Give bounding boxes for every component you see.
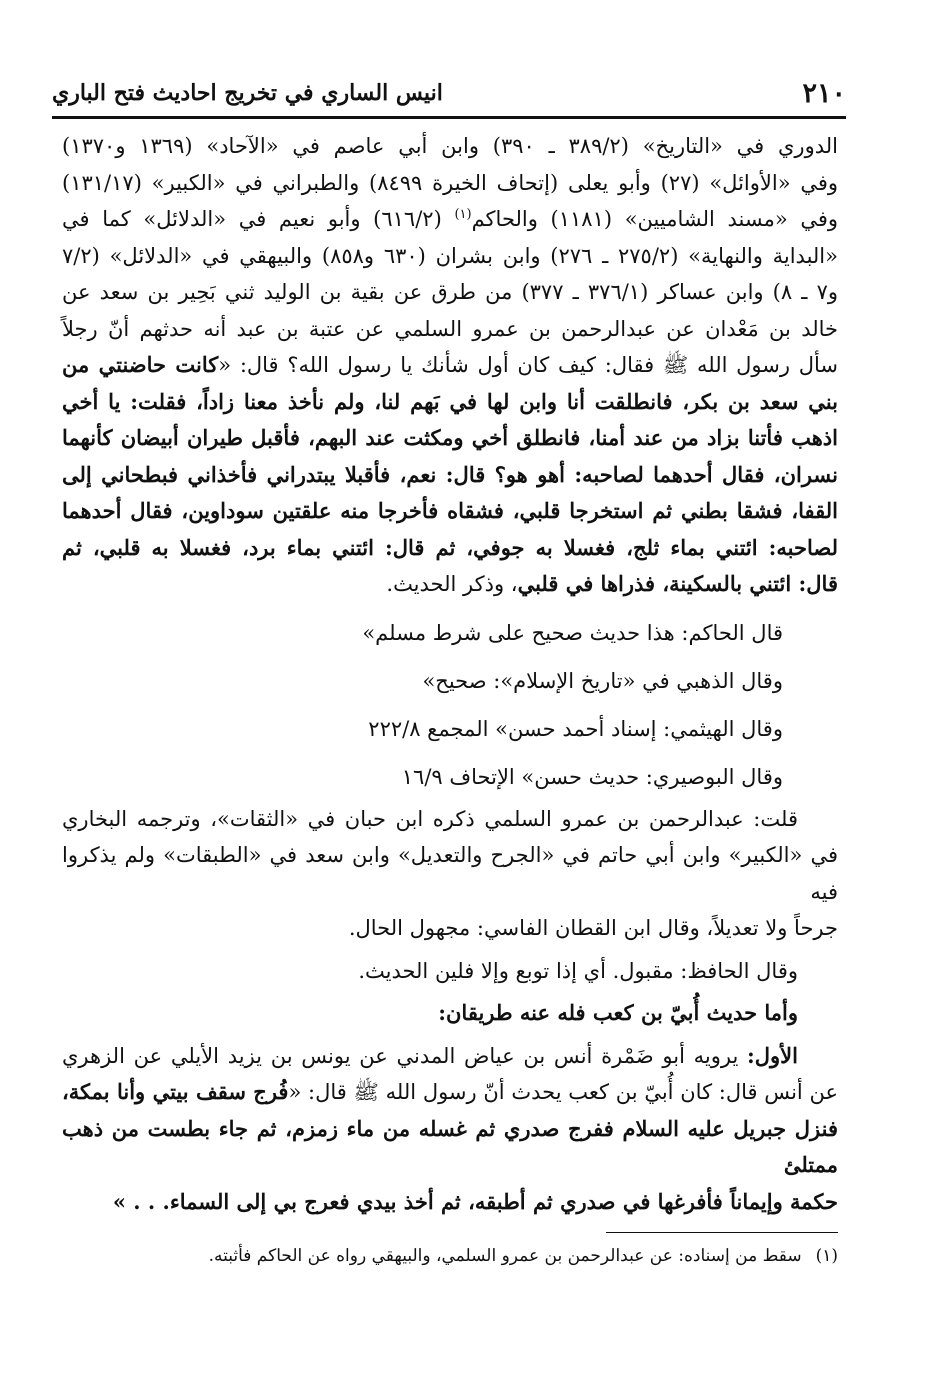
ruling-haythami: وقال الهيثمي: إسناد أحمد حسن» المجمع ٢٢٢/٨: [368, 716, 783, 741]
heading-line: وأما حديث أُبيّ بن كعب فله عنه طريقان:: [438, 1000, 798, 1025]
footnote-rule: [606, 1232, 838, 1233]
text-line: الأول: يرويه أبو ضَمْرة أنس بن عياض المدني عن يونس بن يزيد الأيلي عن الزهري: [62, 1042, 798, 1068]
running-title: انيس الساري في تخريج احاديث فتح الباري: [52, 80, 443, 106]
page-number: ٢١٠: [802, 78, 846, 109]
footnote-text: سقط من إسناده: عن عبدالرحمن بن عمرو السلمي، والبيهقي رواه عن الحاكم فأثبته.: [208, 1246, 802, 1266]
footnote-marker: (١): [454, 207, 472, 222]
paragraph-comment: [62, 801, 838, 947]
text-line: جرحاً ولا تعديلاً، وقال ابن القطان الفاسي: مجهول الحال.: [348, 916, 838, 940]
text-line: وفي «الأوائل» (٢٧) وأبو يعلى (إتحاف الخيرة ٨٤٩٩) والطبراني في «الكبير» (١٣١/١٧): [62, 170, 839, 195]
text-line: قلت: عبدالرحمن بن عمرو السلمي ذكره ابن حبان في «الثقات»، وترجمه البخاري: [62, 806, 798, 831]
text-line: في «الكبير» وابن أبي حاتم في «الجرح والتعديل» وابن سعد في «الطبقات» ولم يذكروا فيه: [62, 843, 838, 904]
footnote: [62, 1242, 838, 1270]
ruling-hakim: قال الحاكم: هذا حديث صحيح على شرط مسلم»: [362, 620, 783, 645]
page-header: [52, 72, 846, 112]
section-heading: [62, 995, 838, 1032]
main-text: [62, 128, 838, 1220]
hadith-line: نسران، فقال أحدهما لصاحبه: أهو هو؟ قال: نعم، فأقبلا يبتدراني فأخذاني فبطحاني إلى: [62, 461, 838, 487]
ruling-dhahabi: وقال الذهبي في «تاريخ الإسلام»: صحيح»: [422, 668, 783, 693]
hadith-line: لصاحبه: ائتني بماء ثلج، فغسلا به جوفي، ثم قال: ائتني بماء برد، فغسلا به قلبي، ثم: [62, 534, 838, 560]
paragraph-takhrij: [62, 128, 838, 603]
text-line: وقال الحافظ: مقبول. أي إذا توبع وإلا فلين الحديث.: [358, 958, 798, 983]
text-line: الدوري في «التاريخ» (٣٨٩/٢ ـ ٣٩٠) وابن أبي عاصم في «الآحاد» (١٣٦٩ و١٣٧٠): [62, 134, 838, 158]
hadith-line: فنزل جبريل عليه السلام ففرج صدري ثم غسله من ماء زمزم، ثم جاء بطست من ذهب ممتلئ: [62, 1115, 838, 1177]
paragraph-ubayy: [62, 1038, 838, 1221]
text-line: «البداية والنهاية» (٢٧٥/٢ ـ ٢٧٦) وابن بشران (٦٣٠ و٨٥٨) والبيهقي في «الدلائل» (٧/٢: [62, 243, 838, 268]
text-line: قال: ائتني بالسكينة، فذراها في قلبي، وذكر الحديث.: [386, 571, 838, 596]
hadith-line: القفا، فشقا بطني ثم استخرجا قلبي، فشقاه فأخرجا منه علقتين سوداوين، فقال أحدهما: [62, 498, 838, 523]
header-rule: [52, 116, 846, 119]
text-line: سأل رسول الله ﷺ فقال: كيف كان أول شأنك يا رسول الله؟ قال: «كانت حاضنتي من: [62, 352, 839, 377]
text-line: عن أنس قال: كان أُبيّ بن كعب يحدث أنّ رسول الله ﷺ قال: «فُرج سقف بيتي وأنا بمكة،: [62, 1079, 838, 1104]
hadith-line: اذهب فأتنا بزاد من عند أمنا، فانطلق أخي ومكثت عند البهم، فأقبل طيران أبيضان كأنهما: [62, 425, 838, 450]
paragraph-hafiz: [62, 953, 838, 990]
text-line: وفي «مسند الشاميين» (١١٨١) والحاكم$^{(١)}$ (٦١٦/٢) وأبو نعيم في «الدلائل» كما في: [62, 207, 839, 231]
text-line: خالد بن مَعْدان عن عبدالرحمن بن عمرو السلمي عن عتبة بن عبد أنه حدثهم أنّ رجلاً: [62, 316, 838, 341]
hadith-line: بني سعد بن بكر، فانطلقت أنا وابن لها في بَهم لنا، ولم نأخذ معنا زاداً، فقلت: يا أخي: [62, 388, 838, 414]
footnote-number: (١): [815, 1246, 838, 1266]
text-line: و٧ ـ ٨) وابن عساكر (٣٧٦/١ ـ ٣٧٧) من طرق عن بقية بن الوليد ثني بَحِير بن سعد عن: [62, 280, 838, 304]
ruling-busiri: وقال البوصيري: حديث حسن» الإتحاف ١٦/٩: [401, 764, 783, 789]
hadith-line: حكمة وإيماناً فأفرغها في صدري ثم أطبقه، ثم أخذ بيدي فعرج بي إلى السماء. . . »: [112, 1188, 838, 1214]
